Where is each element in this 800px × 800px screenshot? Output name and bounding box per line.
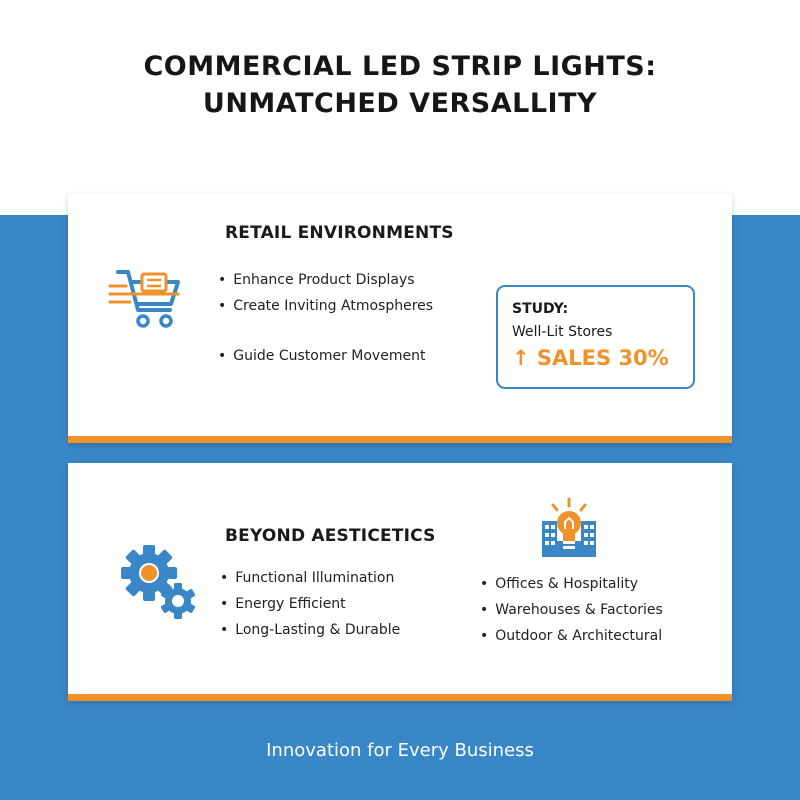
lightbulb-building-icon [540,497,598,559]
list-item: • Long-Lasting & Durable [220,617,400,643]
study-label: STUDY: [512,301,569,317]
list-item: • Outdoor & Architectural [480,623,663,649]
list-item: • Guide Customer Movement [218,343,433,369]
gears-icon [118,543,200,623]
list-item: • Enhance Product Displays [218,267,433,293]
sales-stat: ↑ SALES 30% [512,346,669,370]
list-item: • Functional Illumination [220,565,400,591]
title-line-1: COMMERCIAL LED STRIP LIGHTS: [143,51,657,82]
list-item: • Offices & Hospitality [480,571,663,597]
beyond-heading: BEYOND AESTICETICS [225,526,436,546]
page-title [0,48,800,122]
retail-bullet-list [218,267,433,369]
list-item: • Energy Efficient [220,591,400,617]
beyond-bullet-list [220,565,400,643]
applications-list [480,571,663,649]
study-callout [496,285,695,389]
shopping-cart-icon [108,266,184,334]
list-item: • Create Inviting Atmospheres [218,293,433,319]
retail-heading: RETAIL ENVIRONMENTS [225,223,454,243]
title-line-2: UNMATCHED VERSALLITY [202,88,598,119]
study-text: Well-Lit Stores [512,324,613,340]
footer-tagline: Innovation for Every Business [266,740,534,761]
beyond-card [68,463,732,701]
retail-card [68,194,732,443]
list-item: • Warehouses & Factories [480,597,663,623]
